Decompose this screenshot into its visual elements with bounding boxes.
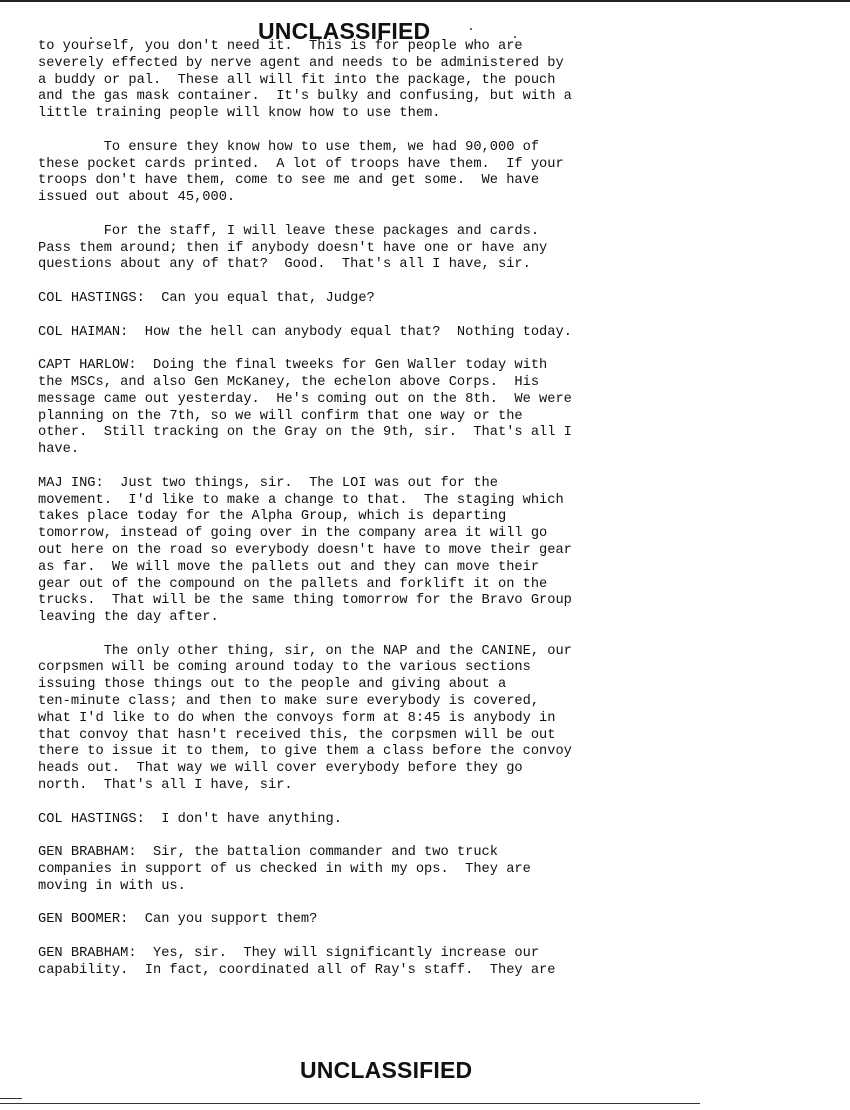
scan-speck	[514, 36, 516, 38]
continued-paragraph: to yourself, you don't need it. This is for people who are severely effected by nerve agent and needs to be administered by a buddy or pal. These all will fit into the package, the pouch and the gas mask container. It's bulky and confusing, but with a little training people will know how to use them.	[38, 39, 572, 122]
speaker-name: GEN BRABHAM:	[38, 946, 137, 962]
speaker-name: GEN BRABHAM:	[38, 845, 137, 861]
transcript-entry	[38, 946, 838, 980]
speaker-name: COL HASTINGS:	[38, 290, 145, 306]
footer-rule	[0, 1103, 700, 1104]
transcript-entry	[38, 325, 838, 342]
transcript-entry	[38, 358, 838, 459]
entry-text: Doing the final tweeks for Gen Waller today with the MSCs, and also Gen McKaney, the echelon above Corps. His message came out yesterday. He's coming out on the 8th. We were planning on the 7th, so we will confirm that one way or the other. Still tracking on the Gray on the 9th, sir. That's all I have.	[38, 358, 572, 458]
entry-text: I don't have anything.	[144, 811, 342, 827]
entry-text: Yes, sir. They will significantly increase our capability. In fact, coordinated all of Ray's staff. They are	[38, 946, 556, 978]
entry-text: Can you support them?	[128, 912, 318, 928]
speaker-name: COL HASTINGS:	[38, 811, 145, 827]
entry-text: Can you equal that, Judge?	[144, 290, 375, 306]
speaker-name: MAJ ING:	[38, 475, 104, 491]
pocket-cards-paragraph: To ensure they know how to use them, we had 90,000 of these pocket cards printed. A lot of troops have them. If your troops don't have them, come to see me and get some. We have issued out about 45,000.	[38, 139, 564, 206]
speaker-name: CAPT HARLOW:	[38, 358, 137, 374]
classification-header: UNCLASSIFIED	[258, 18, 431, 44]
classification-footer: UNCLASSIFIED	[300, 1057, 473, 1083]
transcript-entry	[38, 291, 838, 308]
top-border-rule	[0, 0, 850, 2]
transcript-entry	[38, 845, 838, 895]
staff-paragraph: For the staff, I will leave these packages and cards. Pass them around; then if anybody doesn't have one or have any questions about any of that? Good. That's all I have, sir.	[38, 223, 548, 273]
entry-text: Sir, the battalion commander and two truck companies in support of us checked in with my ops. They are moving in with us.	[38, 845, 531, 894]
nap-canine-paragraph: The only other thing, sir, on the NAP and the CANINE, our corpsmen will be coming around today to the various sections issuing those things out to the people and giving about a ten-minute class; and then to make sure everybody is covered, what I'd like to do when the convoys form at 8:45 is anybody in that convoy that hasn't received this, the corpsmen will be out there to issue it to them, to give them a class before the convoy heads out. That way we will cover everybody before they go north. That's all I have, sir.	[38, 643, 572, 794]
speaker-name: COL HAIMAN:	[38, 324, 129, 340]
speaker-name: GEN BOOMER:	[38, 912, 129, 928]
transcript-entry	[38, 812, 838, 829]
transcript-body	[38, 39, 838, 980]
entry-text: Just two things, sir. The LOI was out for the movement. I'd like to make a change to that. The staging which takes place today for the Alpha Group, which is departing tomorrow, instead of going over in the company area it will go out here on the road so everybody doesn't have to move their gear as far. We will move the pallets out and they can move their gear out of the compound on the pallets and forklift it on the trucks. That will be the same thing tomorrow for the Bravo Group leaving the day after.	[38, 475, 572, 626]
entry-text: How the hell can anybody equal that? Nothing today.	[128, 324, 572, 340]
scan-speck	[470, 28, 472, 30]
transcript-entry	[38, 912, 838, 929]
footer-rule-tick	[0, 1098, 22, 1099]
transcript-entry	[38, 476, 838, 627]
